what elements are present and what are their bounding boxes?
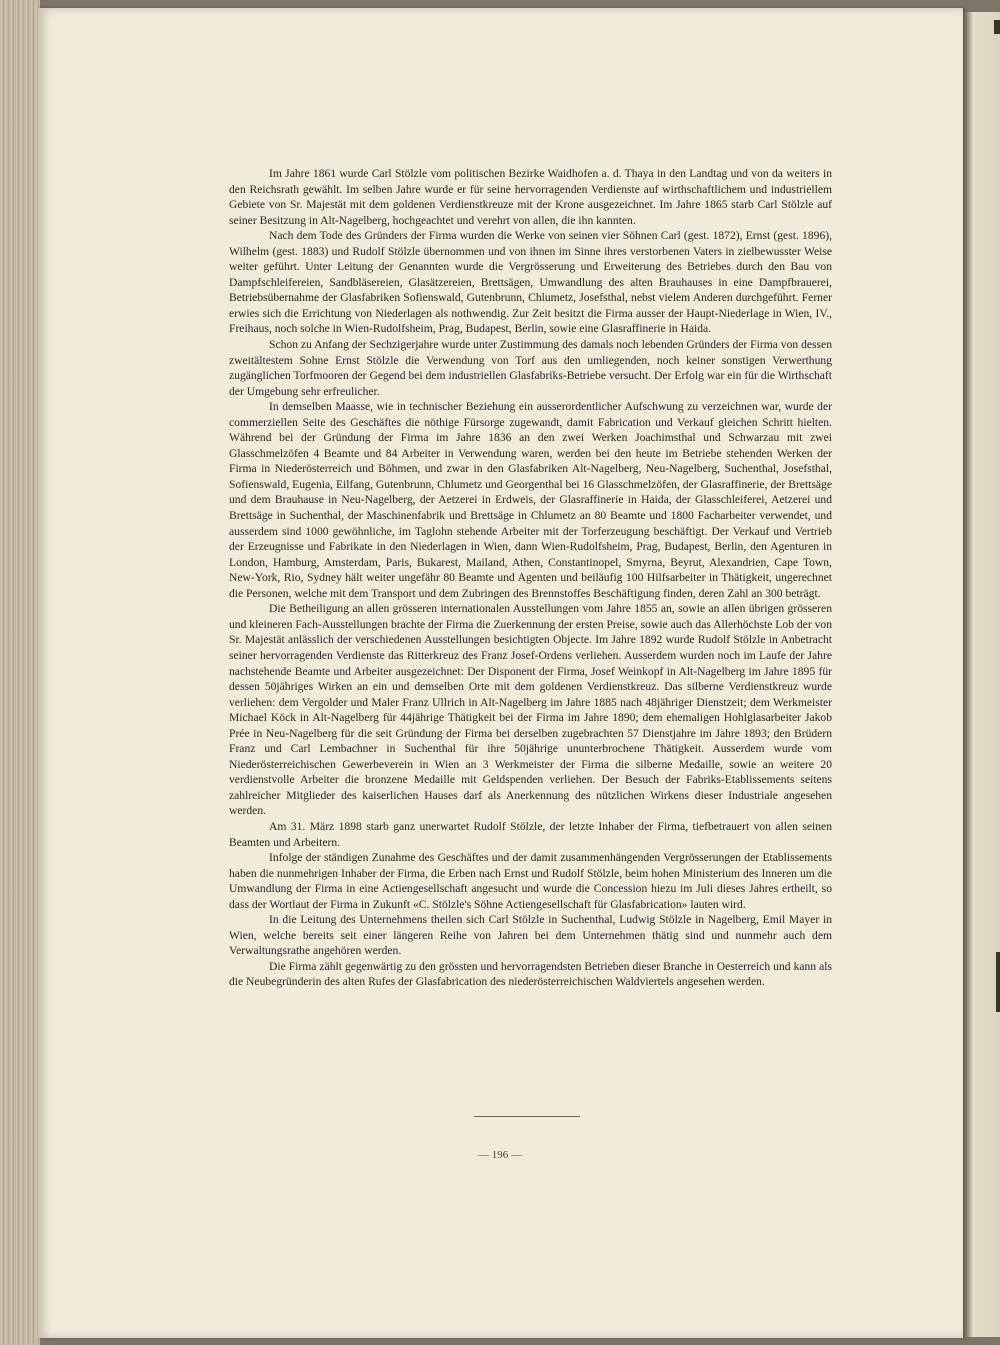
paragraph: Die Betheiligung an allen grösseren internationalen Ausstellungen vom Jahre 1855 an, sowie an allen übrigen grösseren und kleineren Fach-Ausstellungen brachte der Firma die Zuerkennung der ersten Preise, sowie auch das Allerhöchste Lob der von Sr. Majestät anlässlich der verschiedenen Ausstellungen besichtigten Objecte. Im Jahre 1892 wurde Rudolf Stölzle in Anbetracht seiner hervorragenden Verdienste das Ritterkreuz des Franz Josef-Ordens verliehen. Ausserdem wurden noch im Laufe der Jahre nachstehende Beamte und Arbeiter ausgezeichnet: Der Disponent der Firma, Josef Weinkopf in Alt-Nagelberg im Jahre 1895 für dessen 50jähriges Wirken an ein und demselben Orte mit dem goldenen Verdienstkreuz. Das silberne Verdienstkreuz wurde verliehen: dem Vergolder und Maler Franz Ullrich in Alt-Nagelberg im Jahre 1885 nach 48jähriger Dienstzeit; dem Werkmeister Michael Köck in Alt-Nagelberg für 44jährige Thätigkeit bei der Firma im Jahre 1890; dem ehemaligen Hohlglasarbeiter Jakob Prée in Neu-Nagelberg für die seit Gründung der Firma bei derselben zugebrachten 57 Dienstjahre im Jahre 1893; den Brüdern Franz und Carl Lembachner in Suchenthal für ihre 50jährige ununterbrochene Thätigkeit. Ausserdem wurde vom Niederösterreichischen Gewerbeverein in Wien an 3 Werkmeister der Firma die silberne Medaille, sowie an weitere 20 verdienstvolle Arbeiter die bronzene Medaille mit Geldspenden verliehen. Der Besuch der Fabriks-Etablissements seitens zahlreicher Mitglieder des kaiserlichen Hauses darf als Anerkennung des nützlichen Wirkens dieser Industriale angesehen werden. (229, 602, 832, 818)
paragraph: Die Firma zählt gegenwärtig zu den grössten und hervorragendsten Betrieben dieser Branche in Oesterreich und kann als die Neubegründerin des alten Rufes der Glasfabrication des niederösterreichischen Waldviertels angesehen werden. (229, 959, 832, 989)
paragraph: Am 31. März 1898 starb ganz unerwartet Rudolf Stölzle, der letzte Inhaber der Firma, tiefbetrauert von allen seinen Beamten und Arbeitern. (229, 819, 832, 849)
book-edge (0, 0, 40, 1345)
next-page-edge (963, 12, 1000, 1337)
body-text (229, 166, 832, 990)
paragraph: In demselben Maasse, wie in technischer Beziehung ein ausserordentlicher Aufschwung zu verzeichnen war, wurde der commerziellen Seite des Geschäftes die nöthige Fürsorge zugewandt, damit Fabrication und Verkauf gleichen Schritt hielten. Während bei der Gründung der Firma im Jahre 1836 an den zwei Werken Joachimsthal und Schwarzau mit zwei Glasschmelzöfen 4 Beamte und 84 Arbeiter in Verwendung waren, werden bei den heute im Betriebe stehenden Werken der Firma in Niederösterreich und Böhmen, und zwar in den Glasfabriken Alt-Nagelberg, Neu-Nagelberg, Suchenthal, Josefsthal, Sofienswald, Eugenia, Eilfang, Gutenbrunn, Chlumetz und Georgenthal bei 16 Glasschmelzöfen, der Glasraffinerie, der Brettsäge und dem Brauhause in Neu-Nagelberg, der Aetzerei in Erdweis, der Glasraffinerie in Haida, der Glasschleiferei, Aetzerei und Brettsäge in Suchenthal, der Maschinenfabrik und Brettsäge in Chlumetz an 80 Beamte und 1800 Facharbeiter verwendet, und ausserdem sind 1000 gewöhnliche, im Taglohn stehende Arbeiter mit der Torferzeugung beschäftigt. Der Verkauf und Vertrieb der Erzeugnisse und Fabrikate in den Niederlagen in Wien, dann Wien-Rudolfsheim, Prag, Budapest, Berlin, den Agenturen in London, Hamburg, Amsterdam, Paris, Bukarest, Mailand, Athen, Constantinopel, Smyrna, Beyrut, Alexandrien, Cape Town, New-York, Rio, Sydney hält weiter ungefähr 80 Beamte und Agenten und beiläufig 100 Hilfsarbeiter in Thätigkeit, ungerechnet die Personen, welche mit dem Transport und dem Zubringen des Brennstoffes Beschäftigung finden, deren Zahl an 300 beträgt. (229, 400, 832, 600)
paragraph: Infolge der ständigen Zunahme des Geschäftes und der damit zusammenhängenden Vergrösserungen der Etablissements haben die nunmehrigen Inhaber der Firma, die Erben nach Ernst und Rudolf Stölzle, beim hohen Ministerium des Inneren um die Umwandlung der Firma in eine Actiengesellschaft angesucht und wurde die Concession hiezu im Juli dieses Jahres ertheilt, so dass der Wortlaut der Firma in Zukunft «C. Stölzle's Söhne Actiengesellschaft für Glasfabrication» lauten wird. (229, 851, 832, 911)
page-number: — 196 — (478, 1149, 522, 1161)
paragraph: Im Jahre 1861 wurde Carl Stölzle vom politischen Bezirke Waidhofen a. d. Thaya in den Landtag und von da weiters in den Reichsrath gewählt. Im selben Jahre wurde er für seine hervorragenden Verdienste auf wirthschaftlichem und industriellem Gebiete von Sr. Majestät mit dem goldenen Verdienstkreuze mit der Krone ausgezeichnet. Im Jahre 1865 starb Carl Stölzle auf seiner Besitzung in Alt-Nagelberg, hochgeachtet und verehrt von allen, die ihn kannten. (229, 167, 832, 227)
paragraph: Nach dem Tode des Gründers der Firma wurden die Werke von seinen vier Söhnen Carl (gest. 1872), Ernst (gest. 1896), Wilhelm (gest. 1883) und Rudolf Stölzle übernommen und von ihnen im Sinne ihres verstorbenen Vaters in zielbewusster Weise weiter geführt. Unter Leitung der Genannten wurde die Vergrösserung und Erweiterung des Betriebes durch den Bau von Dampfschleifereien, Sandbläsereien, Glasätzereien, Brettsägen, Umwandlung des alten Brauhauses in eine Dampfbrauerei, Betriebsübernahme der Glasfabriken Sofienswald, Gutenbrunn, Chlumetz, Josefsthal, nebst vielem Anderen durchgeführt. Ferner erwies sich die Errichtung von Niederlagen als nothwendig. Zur Zeit besitzt die Firma ausser der Haupt-Niederlage in Wien, IV., Freihaus, noch solche in Wien-Rudolfsheim, Prag, Budapest, Berlin, sowie eine Glasraffinerie in Haida. (229, 229, 832, 336)
paragraph: Schon zu Anfang der Sechzigerjahre wurde unter Zustimmung des damals noch lebenden Gründers der Firma von dessen zweitältestem Sohne Ernst Stölzle die Verwendung von Torf aus den umliegenden, noch keiner sonstigen Verwerthung zugänglichen Torfmooren der Gegend bei dem industriellen Glasfabriks-Betriebe versucht. Der Erfolg war ein für die Wirthschaft der Umgebung sehr erfreulicher. (229, 338, 832, 398)
edge-mark (996, 952, 1000, 1012)
paragraph: In die Leitung des Unternehmens theilen sich Carl Stölzle in Suchenthal, Ludwig Stölzle in Nagelberg, Emil Mayer in Wien, welche bereits seit einer längeren Reihe von Jahren bei dem Unternehmen thätig sind und nunmehr auch dem Verwaltungsrathe angehören werden. (229, 913, 832, 958)
end-rule (474, 1116, 580, 1117)
edge-mark (994, 20, 1000, 34)
